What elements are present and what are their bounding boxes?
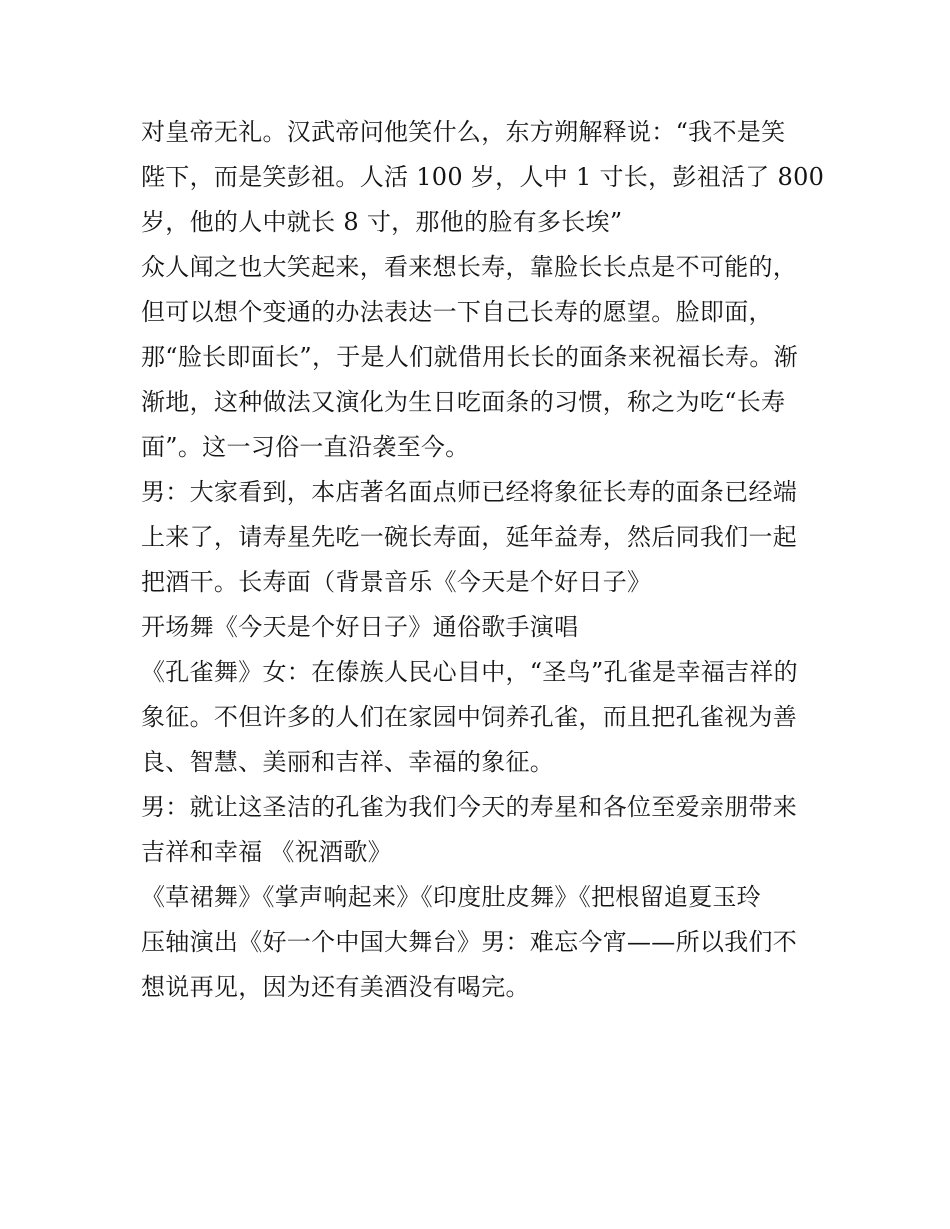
document-body — [141, 110, 825, 1010]
text-line: 男：就让这圣洁的孔雀为我们今天的寿星和各位至爱亲朋带来 — [141, 793, 798, 821]
text-line: 想说再见，因为还有美酒没有喝完。 — [141, 973, 530, 1001]
text-line: 上来了，请寿星先吃一碗长寿面，延年益寿，然后同我们一起 — [141, 523, 798, 551]
paragraph-opening-dance — [141, 605, 821, 650]
text-line: 把酒干。长寿面（背景音乐《今天是个好日子》 — [141, 568, 652, 596]
text-line: 象征。不但许多的人们在家园中饲养孔雀，而且把孔雀视为善 — [141, 703, 798, 731]
paragraph-dongfangshuo-story — [141, 110, 825, 245]
text-line: 吉祥和幸福 《祝酒歌》 — [141, 838, 392, 866]
text-line: 对皇帝无礼。汉武帝问他笑什么，东方朔解释说：“我不是笑 — [141, 118, 786, 146]
text-line: 良、智慧、美丽和吉祥、幸福的象征。 — [141, 748, 555, 776]
text-line: 众人闻之也大笑起来，看来想长寿，靠脸长长点是不可能的， — [141, 253, 798, 281]
text-line: 那“脸长即面长”，于是人们就借用长长的面条来祝福长寿。渐 — [141, 343, 798, 371]
text-line: 但可以想个变通的办法表达一下自己长寿的愿望。脸即面， — [141, 298, 773, 326]
text-line: 陛下，而是笑彭祖。人活 100 岁，人中 1 寸长，彭祖活了 800 — [141, 163, 825, 191]
text-line: 《草裙舞》《掌声响起来》《印度肚皮舞》《把根留追夏玉玲 — [141, 883, 762, 911]
text-line: 岁，他的人中就长 8 寸，那他的脸有多长埃” — [141, 208, 623, 236]
paragraph-peacock-dance — [141, 650, 821, 785]
text-line: 男：大家看到，本店著名面点师已经将象征长寿的面条已经端 — [141, 478, 798, 506]
text-line: 开场舞《今天是个好日子》通俗歌手演唱 — [141, 613, 579, 641]
text-line: 《孔雀舞》女：在傣族人民心目中，“圣鸟”孔雀是幸福吉祥的 — [141, 658, 798, 686]
paragraph-male-host-noodles — [141, 470, 821, 605]
paragraph-program-finale — [141, 875, 821, 1010]
text-line: 渐地，这种做法又演化为生日吃面条的习惯，称之为吃“长寿 — [141, 388, 786, 416]
paragraph-male-host-blessing — [141, 785, 821, 875]
text-line: 压轴演出《好一个中国大舞台》男：难忘今宵——所以我们不 — [141, 928, 798, 956]
paragraph-longevity-noodle-origin — [141, 245, 821, 470]
text-line: 面”。这一习俗一直沿袭至今。 — [141, 433, 470, 461]
